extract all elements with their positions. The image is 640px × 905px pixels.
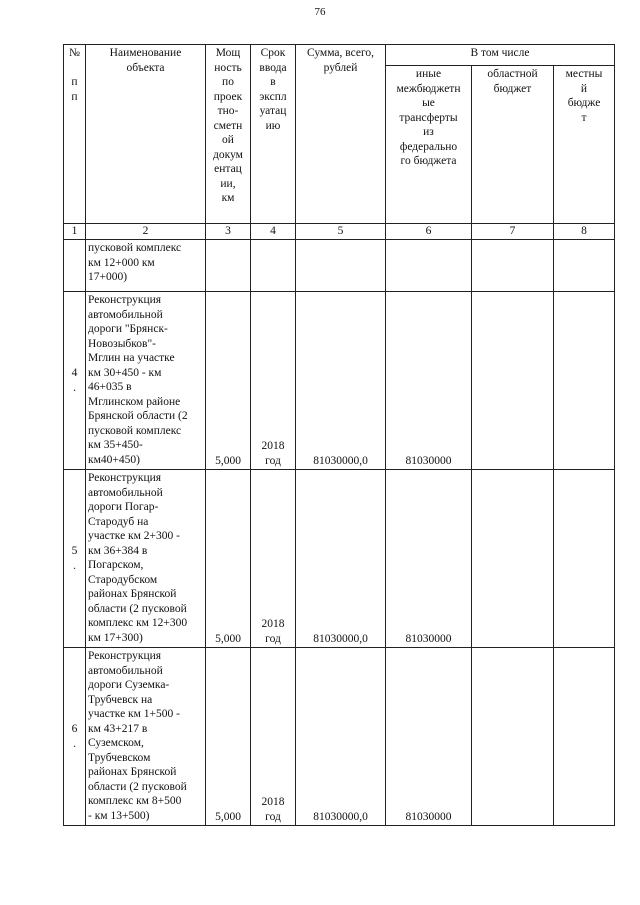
column-index-row — [64, 224, 615, 240]
column-index: 1 — [64, 224, 86, 240]
federal-cell: 81030000 — [386, 648, 472, 826]
regional-cell — [472, 470, 554, 648]
object-name: пусковой комплекс км 12+000 км 17+000) — [86, 240, 206, 292]
total-cell: 81030000,0 — [296, 292, 386, 470]
column-index: 8 — [554, 224, 615, 240]
column-index: 2 — [86, 224, 206, 240]
regional-cell — [472, 240, 554, 292]
federal-cell: 81030000 — [386, 470, 472, 648]
row-number: 6 . — [64, 648, 86, 826]
total-cell: 81030000,0 — [296, 470, 386, 648]
header-regional: областной бюджет — [472, 66, 554, 224]
capacity-cell — [206, 240, 251, 292]
capacity-cell: 5,000 — [206, 648, 251, 826]
row-number: 5 . — [64, 470, 86, 648]
term-cell: 2018 год — [251, 470, 296, 648]
total-cell — [296, 240, 386, 292]
header-including: В том числе — [386, 45, 615, 66]
term-cell: 2018 год — [251, 292, 296, 470]
header-term: Срок ввода в экспл уатац ию — [251, 45, 296, 224]
column-index: 6 — [386, 224, 472, 240]
header-capacity: Мощ ность по проек тно- сметн ой докум ентац ии, км — [206, 45, 251, 224]
table-row — [64, 470, 615, 648]
header-row-top — [64, 45, 615, 66]
federal-cell — [386, 240, 472, 292]
table-row — [64, 292, 615, 470]
table-row — [64, 240, 615, 292]
column-index: 7 — [472, 224, 554, 240]
local-cell — [554, 240, 615, 292]
header-name: Наименование объекта — [86, 45, 206, 224]
column-index: 3 — [206, 224, 251, 240]
regional-cell — [472, 648, 554, 826]
local-cell — [554, 470, 615, 648]
budget-table — [63, 44, 615, 826]
object-name: Реконструкция автомобильной дороги "Брянск- Новозыбков"- Мглин на участке км 30+450 - км 46+035 в Мглинском районе Брянской области (2 пусковой комплекс км 35+450- км40+450) — [86, 292, 206, 470]
capacity-cell: 5,000 — [206, 470, 251, 648]
header-federal: иные межбюджетн ые трансферты из федерально го бюджета — [386, 66, 472, 224]
page-number: 76 — [314, 6, 326, 18]
capacity-cell: 5,000 — [206, 292, 251, 470]
column-index: 5 — [296, 224, 386, 240]
object-name: Реконструкция автомобильной дороги Погар- Стародуб на участке км 2+300 - км 36+384 в Погарском, Стародубском районах Брянской области (2 пусковой комплекс км 12+300 км 17+300) — [86, 470, 206, 648]
local-cell — [554, 648, 615, 826]
term-cell — [251, 240, 296, 292]
total-cell: 81030000,0 — [296, 648, 386, 826]
header-local: местны й бюдже т — [554, 66, 615, 224]
local-cell — [554, 292, 615, 470]
federal-cell: 81030000 — [386, 292, 472, 470]
header-num: № п п — [64, 45, 86, 224]
row-number: 4 . — [64, 292, 86, 470]
regional-cell — [472, 292, 554, 470]
column-index: 4 — [251, 224, 296, 240]
object-name: Реконструкция автомобильной дороги Суземка- Трубчевск на участке км 1+500 - км 43+217 в Суземском, Трубчевском районах Брянской области (2 пусковой комплекс км 8+500 - км 13+500) — [86, 648, 206, 826]
table-row — [64, 648, 615, 826]
header-total: Сумма, всего, рублей — [296, 45, 386, 224]
row-number — [64, 240, 86, 292]
term-cell: 2018 год — [251, 648, 296, 826]
